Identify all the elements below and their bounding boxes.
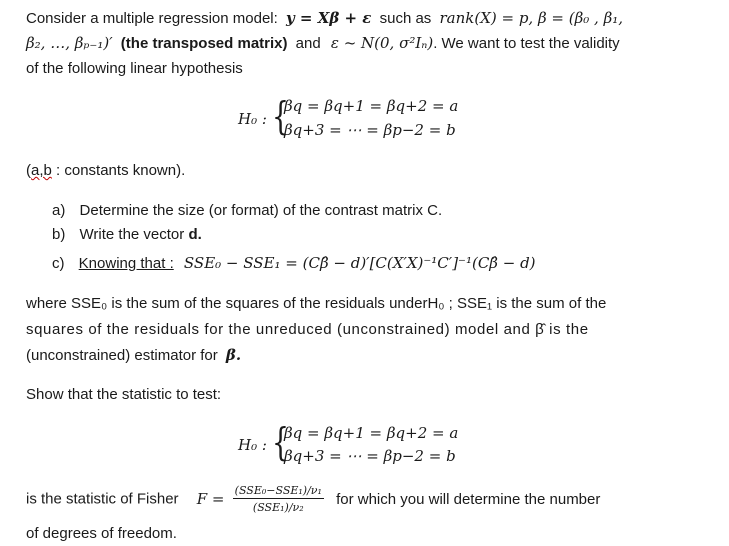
show-line: [26, 386, 221, 403]
h0-row-2: βq+3 = ⋯ = βp−2 = b: [284, 121, 456, 139]
beta-vector-end: β₂, …, βₚ₋₁)′: [26, 34, 113, 52]
show-text: Show that the statistic to test:: [26, 386, 222, 403]
f-symbol: F =: [196, 490, 225, 508]
error-distribution: ε ~ N(0, σ²Iₙ): [330, 34, 434, 52]
h0-label: H₀ :: [238, 110, 267, 128]
item-marker: a): [52, 202, 66, 219]
item-text: Knowing that :: [78, 255, 174, 272]
beta-bold: β.: [225, 346, 242, 364]
where-text-1: where SSE₀ is the sum of the squares of the residuals underH₀ ; SSE₁ is the sum of the: [26, 295, 607, 312]
item-marker: b): [52, 226, 66, 243]
constants-rest: : constants known).: [56, 162, 186, 179]
where-text-3: (unconstrained) estimator for: [26, 347, 218, 364]
list-item-c: [52, 254, 536, 272]
sse-difference-formula: SSE₀ − SSE₁ = (Cβ̂ − d)′[C(X′X)⁻¹C′]⁻¹(Cβ̂ − d): [183, 254, 536, 272]
fisher-prefix: is the statistic of Fisher: [26, 490, 179, 508]
left-brace: {: [272, 420, 289, 464]
intro-text: Consider a multiple regression model:: [26, 10, 278, 27]
f-numerator: (SSE₀−SSE₁)/ν₁: [234, 484, 322, 497]
intro-line-3: [26, 60, 243, 77]
item-marker: c): [52, 255, 65, 272]
item-text: Write the vector: [79, 226, 185, 243]
f-denominator: (SSE₁)/ν₂: [252, 501, 304, 514]
transposed-note: (the transposed matrix): [120, 35, 288, 52]
intro-text-3: of the following linear hypothesis: [26, 60, 243, 77]
where-line-2: [26, 321, 589, 338]
intro-line-1: [26, 9, 623, 27]
where-line-1: [26, 295, 606, 312]
constants-ab: a,b: [31, 162, 52, 179]
intro-line-2: [26, 34, 620, 52]
h0-row-1: βq = βq+1 = βq+2 = a: [284, 424, 459, 442]
h0-label: H₀ :: [238, 436, 267, 454]
item-text: Determine the size (or format) of the contrast matrix C.: [79, 202, 443, 219]
f-fraction: [233, 484, 324, 514]
rank-expression: rank(X) = p, β = (β₀ , β₁,: [439, 9, 624, 27]
constants-open-paren: (: [26, 162, 31, 179]
list-item-b: [52, 226, 202, 243]
final-text: of degrees of freedom.: [26, 525, 177, 542]
left-brace: {: [272, 94, 289, 138]
intro-and: and: [295, 35, 321, 52]
model-equation: y = Xβ + ε: [285, 9, 372, 27]
where-line-3: [26, 346, 241, 364]
constants-note: [26, 162, 185, 179]
list-item-a: [52, 202, 442, 219]
h0-row-2: βq+3 = ⋯ = βp−2 = b: [284, 447, 456, 465]
fisher-line: [26, 484, 600, 514]
fisher-suffix: for which you will determine the number: [336, 490, 601, 508]
intro-such-as: such as: [379, 10, 432, 27]
h0-row-1: βq = βq+1 = βq+2 = a: [284, 97, 459, 115]
vector-d-label: d.: [188, 226, 202, 243]
where-text-2: squares of the residuals for the unreduced (unconstrained) model and β̂ is the: [26, 321, 589, 338]
final-line: [26, 525, 177, 542]
intro-rest: . We want to test the validity: [433, 35, 620, 52]
